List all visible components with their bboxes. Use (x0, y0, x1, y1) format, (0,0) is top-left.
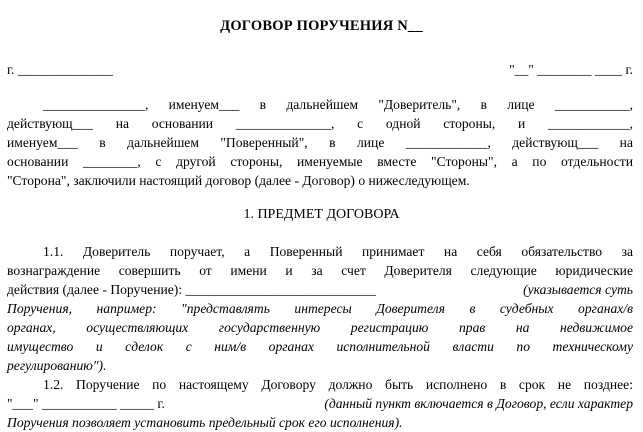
clause-text: "___" ___________ _____ г. (7, 396, 165, 411)
preamble-line: именуем___ в дальнейшем "Поверенный", в лице ____________, действующ___ на (7, 135, 633, 150)
clause-1-2-line (7, 394, 633, 413)
section-heading: 1. ПРЕДМЕТ ДОГОВОРА (243, 207, 400, 222)
city-field: г. ______________ (7, 62, 113, 77)
clause-note-line: органах, осуществляющих государственную регистрацию прав на недвижимое (7, 320, 633, 335)
clause-1-2-line: 1.2. Поручение по настоящему Договору должно быть исполнено в срок не позднее: (43, 377, 633, 392)
clause-note-line: Поручения, например: "представлять интересы Доверителя в судебных органах/в (7, 301, 633, 316)
preamble-line: "Сторона", заключили настоящий договор (далее - Договор) о нижеследующем. (7, 173, 470, 188)
clause-note: (данный пункт включается в Договор, если характер (324, 396, 633, 411)
clause-note-line: имущество и сделок с ним/в органах исполнительной власти по техническому (7, 339, 633, 354)
clause-note-line: регулированию"). (7, 358, 107, 373)
preamble-line: _______________, именуем___ в дальнейшем "Доверитель", в лице ___________, (43, 97, 633, 112)
preamble-line: основании ________, с другой стороны, именуемые вместе "Стороны", а по отдельности (7, 154, 633, 169)
clause-note-line: Поручения позволяет установить предельный срок его исполнения). (7, 415, 403, 430)
clause-text: действия (далее - Поручение): ____________________________ (7, 282, 376, 297)
date-field: "__" ________ ____ г. (509, 62, 633, 77)
preamble-line: действующ___ на основании ______________, с одной стороны, и ____________, (7, 116, 633, 131)
clause-1-1-line: вознаграждение совершить от имени и за счет Доверителя следующие юридические (7, 263, 633, 278)
clause-note: (указывается суть (523, 282, 633, 297)
clause-1-1-line: 1.1. Доверитель поручает, а Поверенный принимает на себя обязательство за (43, 244, 633, 259)
clause-1-1-line (7, 280, 633, 299)
document-title: ДОГОВОР ПОРУЧЕНИЯ N__ (220, 18, 423, 34)
